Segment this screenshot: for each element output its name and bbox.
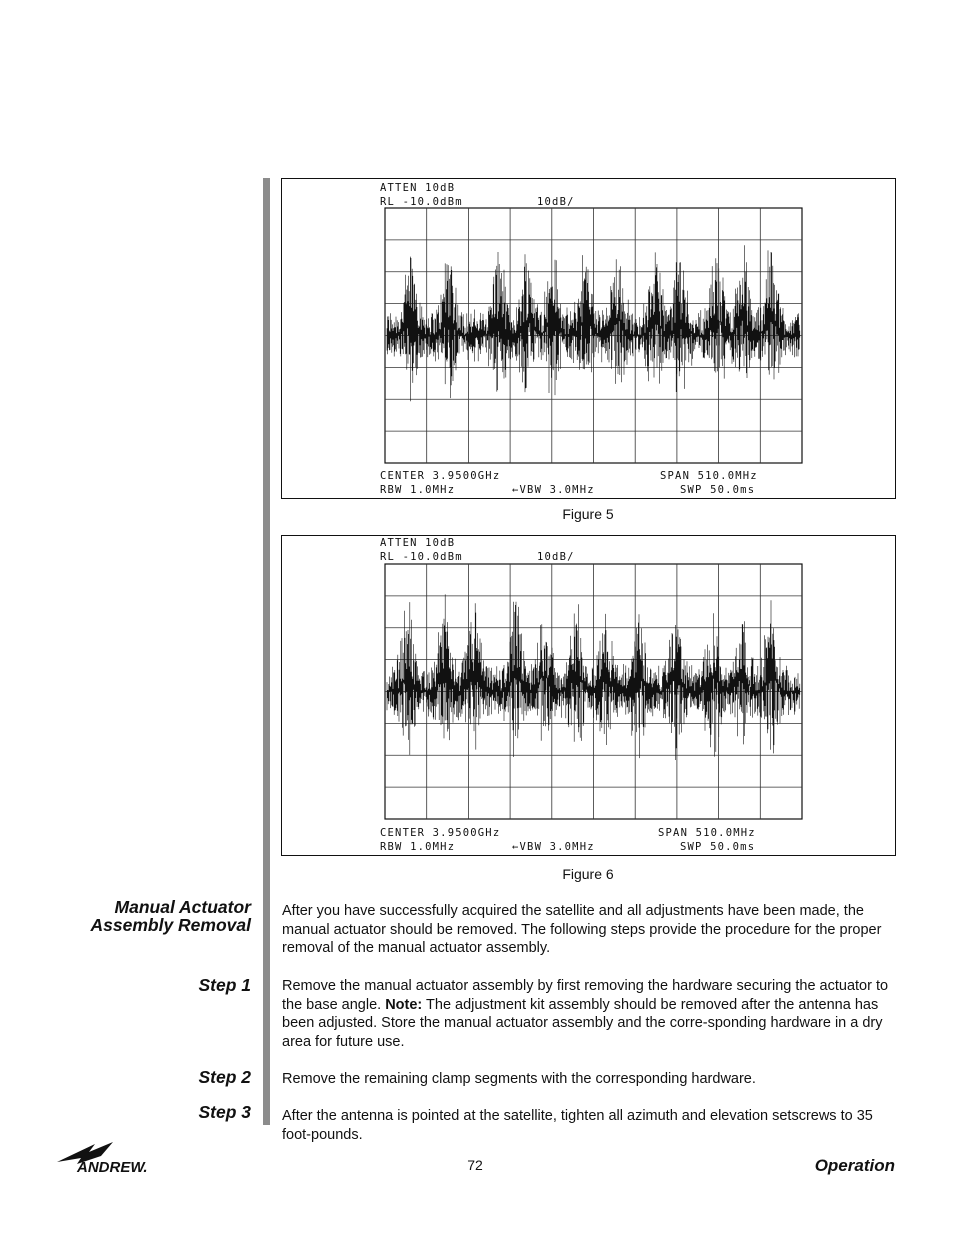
step-1-label: Step 1: [198, 975, 251, 995]
atten-label: ATTEN 10dB: [380, 182, 456, 194]
step-2-text: Remove the remaining clamp segments with the corresponding hardware.: [282, 1071, 756, 1087]
step-2-label: Step 2: [198, 1067, 251, 1087]
center-frequency-label: CENTER 3.9500GHz: [380, 827, 501, 839]
step-1-text-start: Remove the manual actuator assembly by first removing the hardware securing the actuator to the base angle.: [282, 978, 889, 1013]
scale-label: 10dB/: [537, 551, 575, 563]
ref-level-label: RL -10.0dBm: [380, 196, 463, 208]
spectrum-figure-6: [281, 535, 896, 856]
span-label: SPAN 510.0MHz: [660, 470, 758, 482]
figure-6-caption: Figure 6: [562, 866, 614, 882]
andrew-logo: [55, 1140, 175, 1176]
step-3-text: After the antenna is pointed at the satellite, tighten all azimuth and elevation setscrews to 35 foot-pounds.: [282, 1108, 873, 1143]
step-1-text: [282, 977, 894, 1051]
note-label: Note:: [385, 996, 423, 1013]
vbw-label: ←VBW 3.0MHz: [512, 484, 595, 496]
scale-label: 10dB/: [537, 196, 575, 208]
figure-5-caption: Figure 5: [562, 506, 614, 522]
section-heading-line2: Assembly Removal: [90, 915, 251, 935]
atten-label: ATTEN 10dB: [380, 537, 456, 549]
section-heading-line1: Manual Actuator: [114, 897, 251, 917]
center-frequency-label: CENTER 3.9500GHz: [380, 470, 501, 482]
ref-level-label: RL -10.0dBm: [380, 551, 463, 563]
section-heading: [91, 898, 252, 934]
sweep-label: SWP 50.0ms: [680, 841, 756, 853]
rbw-label: RBW 1.0MHz: [380, 484, 456, 496]
logo-wordmark: ANDREW.: [77, 1159, 148, 1176]
rbw-label: RBW 1.0MHz: [380, 841, 456, 853]
sweep-label: SWP 50.0ms: [680, 484, 756, 496]
step-3-label: Step 3: [198, 1102, 251, 1122]
vbw-label: ←VBW 3.0MHz: [512, 841, 595, 853]
footer-section-name: Operation: [814, 1156, 895, 1175]
intro-paragraph: After you have successfully acquired the satellite and all adjustments have been made, the manual actuator should be removed. The following steps provide the procedure for the proper removal of the manual actuator assembly.: [282, 903, 882, 956]
spectrum-figure-5: [281, 178, 896, 499]
step-1-text-end: The adjustment kit assembly should be removed after the antenna has been adjusted. Store the manual actuator assembly and the corre-sponding hardware in a dry area for future use.: [282, 996, 883, 1050]
span-label: SPAN 510.0MHz: [658, 827, 756, 839]
margin-bar: [263, 178, 270, 1125]
page-number: 72: [467, 1157, 483, 1173]
